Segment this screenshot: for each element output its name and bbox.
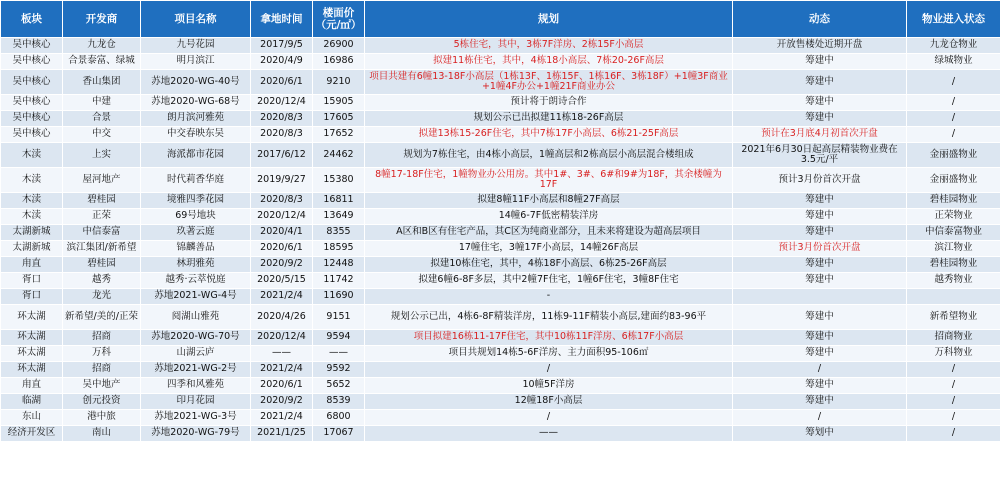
table-row <box>1 426 1000 442</box>
col-property-cell: / <box>907 95 1000 111</box>
table-row <box>1 193 1000 209</box>
table-row <box>1 289 1000 305</box>
col-project-cell: 山湖云庐 <box>141 346 251 362</box>
col-land-date-cell: 2021/2/4 <box>251 362 313 378</box>
col-project-cell: 阅湖山雅苑 <box>141 305 251 330</box>
col-status-cell: 筹建中 <box>733 330 907 346</box>
col-plate-cell: 胥口 <box>1 289 63 305</box>
col-project-cell: 玖著云庭 <box>141 225 251 241</box>
col-land-date-cell: 2020/12/4 <box>251 209 313 225</box>
col-project-cell: 印月花园 <box>141 394 251 410</box>
col-developer-cell: 中交 <box>63 127 141 143</box>
col-land-date-cell: 2020/4/1 <box>251 225 313 241</box>
col-status-cell: 2021年6月30日起高层精装物业费在3.5元/平 <box>733 143 907 168</box>
col-status-cell: 筹建中 <box>733 193 907 209</box>
col-planning-cell: 拟建8幢11F小高层和8幢27F高层 <box>365 193 733 209</box>
col-planning-cell: 14幢6-7F低密精装洋房 <box>365 209 733 225</box>
col-plate-cell: 吴中核心 <box>1 70 63 95</box>
col-property-cell: / <box>907 394 1000 410</box>
header-col-planning: 规划 <box>365 1 733 38</box>
col-status-cell: 筹划中 <box>733 426 907 442</box>
header-col-land-date: 拿地时间 <box>251 1 313 38</box>
col-status-cell: 筹建中 <box>733 378 907 394</box>
col-developer-cell: 吴中地产 <box>63 378 141 394</box>
table-row <box>1 54 1000 70</box>
col-floor-price-cell: 8355 <box>313 225 365 241</box>
table-row <box>1 378 1000 394</box>
col-status-cell: 筹建中 <box>733 54 907 70</box>
col-project-cell: 苏地2021-WG-4号 <box>141 289 251 305</box>
col-land-date-cell: —— <box>251 346 313 362</box>
col-plate-cell: 吴中核心 <box>1 95 63 111</box>
col-land-date-cell: 2020/6/1 <box>251 241 313 257</box>
col-project-cell: 中交春映东吴 <box>141 127 251 143</box>
col-land-date-cell: 2017/6/12 <box>251 143 313 168</box>
col-property-cell: 滨江物业 <box>907 241 1000 257</box>
col-floor-price-cell: 11742 <box>313 273 365 289</box>
table-row <box>1 127 1000 143</box>
col-project-cell: 越秀·云萃悦庭 <box>141 273 251 289</box>
col-plate-cell: 吴中核心 <box>1 111 63 127</box>
col-status-cell: 筹建中 <box>733 346 907 362</box>
col-project-cell: 林玥雅苑 <box>141 257 251 273</box>
col-property-cell: 碧桂园物业 <box>907 257 1000 273</box>
col-land-date-cell: 2021/2/4 <box>251 410 313 426</box>
col-project-cell: 苏地2020-WG-70号 <box>141 330 251 346</box>
table-row <box>1 257 1000 273</box>
col-project-cell: 四季和风雅苑 <box>141 378 251 394</box>
col-land-date-cell: 2020/5/15 <box>251 273 313 289</box>
col-plate-cell: 木渎 <box>1 143 63 168</box>
col-plate-cell: 环太湖 <box>1 305 63 330</box>
col-floor-price-cell: 17067 <box>313 426 365 442</box>
table-row <box>1 346 1000 362</box>
col-developer-cell: 龙光 <box>63 289 141 305</box>
col-planning-cell: 拟建11栋住宅，其中，4栋18小高层、7栋20-26F高层 <box>365 54 733 70</box>
col-project-cell: 时代莉香华庭 <box>141 168 251 193</box>
col-plate-cell: 环太湖 <box>1 330 63 346</box>
table-row <box>1 168 1000 193</box>
col-developer-cell: 合景泰富、绿城 <box>63 54 141 70</box>
col-planning-cell: 规划公示已出拟建11栋18-26F高层 <box>365 111 733 127</box>
col-land-date-cell: 2020/6/1 <box>251 70 313 95</box>
col-floor-price-cell: 15380 <box>313 168 365 193</box>
col-floor-price-cell: —— <box>313 346 365 362</box>
table-row <box>1 70 1000 95</box>
col-plate-cell: 吴中核心 <box>1 54 63 70</box>
col-property-cell: 九龙仓物业 <box>907 38 1000 54</box>
col-plate-cell: 东山 <box>1 410 63 426</box>
col-planning-cell: 项目共规划14栋5-6F洋房、主力面积95-106㎡ <box>365 346 733 362</box>
table-row <box>1 410 1000 426</box>
table-row <box>1 273 1000 289</box>
col-planning-cell: 项目共建有6幢13-18F小高层（1栋13F、1栋15F、1栋16F、3栋18F）+1幢3F商业+1幢4F办公+1幢21F商业办公 <box>365 70 733 95</box>
col-land-date-cell: 2020/8/3 <box>251 193 313 209</box>
col-developer-cell: 碧桂园 <box>63 257 141 273</box>
col-project-cell: 九号花园 <box>141 38 251 54</box>
col-status-cell: / <box>733 362 907 378</box>
col-plate-cell: 临湖 <box>1 394 63 410</box>
col-property-cell: / <box>907 111 1000 127</box>
col-developer-cell: 招商 <box>63 330 141 346</box>
col-status-cell: 筹建中 <box>733 70 907 95</box>
header-col-project: 项目名称 <box>141 1 251 38</box>
col-project-cell: 苏地2020-WG-68号 <box>141 95 251 111</box>
col-developer-cell: 南山 <box>63 426 141 442</box>
col-plate-cell: 环太湖 <box>1 362 63 378</box>
col-developer-cell: 万科 <box>63 346 141 362</box>
col-property-cell: / <box>907 362 1000 378</box>
col-planning-cell: 5栋住宅，其中，3栋7F洋房、2栋15F小高层 <box>365 38 733 54</box>
col-plate-cell: 太湖新城 <box>1 225 63 241</box>
col-developer-cell: 合景 <box>63 111 141 127</box>
col-developer-cell: 正荣 <box>63 209 141 225</box>
col-planning-cell: / <box>365 410 733 426</box>
col-property-cell: 万科物业 <box>907 346 1000 362</box>
col-developer-cell: 中信泰富 <box>63 225 141 241</box>
col-property-cell: 中信泰富物业 <box>907 225 1000 241</box>
table-row <box>1 225 1000 241</box>
col-land-date-cell: 2020/4/9 <box>251 54 313 70</box>
col-floor-price-cell: 17652 <box>313 127 365 143</box>
col-floor-price-cell: 26900 <box>313 38 365 54</box>
col-planning-cell: 拟建6幢6-8F多层，其中2幢7F住宅，1幢6F住宅，3幢8F住宅 <box>365 273 733 289</box>
col-status-cell: 筹建中 <box>733 225 907 241</box>
col-developer-cell: 碧桂园 <box>63 193 141 209</box>
col-floor-price-cell: 8539 <box>313 394 365 410</box>
table-row <box>1 305 1000 330</box>
col-status-cell: 筹建中 <box>733 273 907 289</box>
col-status-cell: 筹建中 <box>733 111 907 127</box>
table-row <box>1 394 1000 410</box>
table-body <box>1 38 1000 442</box>
col-planning-cell: 17幢住宅，3幢17F小高层，14幢26F高层 <box>365 241 733 257</box>
col-developer-cell: 滨江集团/新希望 <box>63 241 141 257</box>
col-planning-cell: 12幢18F小高层 <box>365 394 733 410</box>
col-status-cell <box>733 289 907 305</box>
col-developer-cell: 招商 <box>63 362 141 378</box>
col-developer-cell: 香山集团 <box>63 70 141 95</box>
col-floor-price-cell: 15905 <box>313 95 365 111</box>
col-status-cell: 筹建中 <box>733 95 907 111</box>
col-project-cell: 69号地块 <box>141 209 251 225</box>
col-project-cell: 海派都市花园 <box>141 143 251 168</box>
header-col-plate: 板块 <box>1 1 63 38</box>
col-land-date-cell: 2020/9/2 <box>251 394 313 410</box>
col-land-date-cell: 2021/2/4 <box>251 289 313 305</box>
col-land-date-cell: 2020/12/4 <box>251 330 313 346</box>
col-developer-cell: 港中旅 <box>63 410 141 426</box>
col-plate-cell: 经济开发区 <box>1 426 63 442</box>
col-property-cell: 金丽盛物业 <box>907 168 1000 193</box>
col-plate-cell: 太湖新城 <box>1 241 63 257</box>
col-floor-price-cell: 24462 <box>313 143 365 168</box>
table-row <box>1 241 1000 257</box>
col-floor-price-cell: 13649 <box>313 209 365 225</box>
table-row <box>1 143 1000 168</box>
col-developer-cell: 中建 <box>63 95 141 111</box>
table-row <box>1 330 1000 346</box>
col-property-cell: / <box>907 410 1000 426</box>
table-row <box>1 362 1000 378</box>
col-developer-cell: 上实 <box>63 143 141 168</box>
col-floor-price-cell: 9592 <box>313 362 365 378</box>
col-status-cell: / <box>733 410 907 426</box>
col-status-cell: 开放售楼处近期开盘 <box>733 38 907 54</box>
col-property-cell: / <box>907 127 1000 143</box>
col-floor-price-cell: 9151 <box>313 305 365 330</box>
col-status-cell: 预计3月份首次开盘 <box>733 241 907 257</box>
col-plate-cell: 木渎 <box>1 168 63 193</box>
col-plate-cell: 吴中核心 <box>1 38 63 54</box>
col-planning-cell: 8幢17-18F住宅，1幢物业办公用房。其中1#、3#、6#和9#为18F，其余楼幢为17F <box>365 168 733 193</box>
col-planning-cell: 规划公示已出，4栋6-8F精装洋房，11栋9-11F精装小高层,建面约83-96平 <box>365 305 733 330</box>
header-col-floor-price: 楼面价 （元/㎡） <box>313 1 365 38</box>
col-developer-cell: 九龙仓 <box>63 38 141 54</box>
col-plate-cell: 环太湖 <box>1 346 63 362</box>
col-planning-cell: A区和B区有住宅产品，其C区为纯商业部分，且未来将建设为超高层项目 <box>365 225 733 241</box>
col-plate-cell: 甪直 <box>1 257 63 273</box>
col-land-date-cell: 2019/9/27 <box>251 168 313 193</box>
col-project-cell: 明月滨江 <box>141 54 251 70</box>
col-land-date-cell: 2017/9/5 <box>251 38 313 54</box>
header-col-property: 物业进入状态 <box>907 1 1000 38</box>
col-planning-cell: 规划为7栋住宅，由4栋小高层，1幢高层和2栋高层小高层混合楼组成 <box>365 143 733 168</box>
table-header <box>1 1 1000 38</box>
col-planning-cell: 拟建13栋15-26F住宅，其中7栋17F小高层、6栋21-25F高层 <box>365 127 733 143</box>
col-project-cell: 苏地2020-WG-40号 <box>141 70 251 95</box>
col-plate-cell: 木渎 <box>1 209 63 225</box>
col-floor-price-cell: 5652 <box>313 378 365 394</box>
col-property-cell: 新希望物业 <box>907 305 1000 330</box>
col-plate-cell: 胥口 <box>1 273 63 289</box>
col-status-cell: 筹建中 <box>733 257 907 273</box>
col-developer-cell: 屋河地产 <box>63 168 141 193</box>
col-property-cell: 金丽盛物业 <box>907 143 1000 168</box>
col-planning-cell: / <box>365 362 733 378</box>
col-developer-cell: 新希望/美的/正荣 <box>63 305 141 330</box>
col-project-cell: 苏地2020-WG-79号 <box>141 426 251 442</box>
col-floor-price-cell: 6800 <box>313 410 365 426</box>
col-status-cell: 预计在3月底4月初首次开盘 <box>733 127 907 143</box>
col-floor-price-cell: 18595 <box>313 241 365 257</box>
col-project-cell: 锦麟善品 <box>141 241 251 257</box>
col-land-date-cell: 2020/9/2 <box>251 257 313 273</box>
col-property-cell: / <box>907 70 1000 95</box>
col-status-cell: 筹建中 <box>733 305 907 330</box>
col-land-date-cell: 2021/1/25 <box>251 426 313 442</box>
col-floor-price-cell: 9210 <box>313 70 365 95</box>
col-planning-cell: - <box>365 289 733 305</box>
col-floor-price-cell: 16986 <box>313 54 365 70</box>
col-plate-cell: 吴中核心 <box>1 127 63 143</box>
col-property-cell: 碧桂园物业 <box>907 193 1000 209</box>
col-planning-cell: 10幢5F洋房 <box>365 378 733 394</box>
col-property-cell: 正荣物业 <box>907 209 1000 225</box>
col-status-cell: 筹建中 <box>733 209 907 225</box>
col-land-date-cell: 2020/8/3 <box>251 111 313 127</box>
table-row <box>1 95 1000 111</box>
col-floor-price-cell: 16811 <box>313 193 365 209</box>
col-land-date-cell: 2020/4/26 <box>251 305 313 330</box>
col-project-cell: 朗月滨河雅苑 <box>141 111 251 127</box>
col-developer-cell: 越秀 <box>63 273 141 289</box>
table-row <box>1 111 1000 127</box>
col-property-cell <box>907 289 1000 305</box>
col-property-cell: 越秀物业 <box>907 273 1000 289</box>
col-planning-cell: 预计将于朗诗合作 <box>365 95 733 111</box>
col-plate-cell: 木渎 <box>1 193 63 209</box>
col-floor-price-cell: 12448 <box>313 257 365 273</box>
col-status-cell: 筹建中 <box>733 394 907 410</box>
col-project-cell: 苏地2021-WG-3号 <box>141 410 251 426</box>
col-land-date-cell: 2020/12/4 <box>251 95 313 111</box>
col-property-cell: / <box>907 378 1000 394</box>
col-planning-cell: 拟建10栋住宅，其中，4栋18F小高层、6栋25-26F高层 <box>365 257 733 273</box>
col-floor-price-cell: 17605 <box>313 111 365 127</box>
col-floor-price-cell: 11690 <box>313 289 365 305</box>
col-developer-cell: 创元投资 <box>63 394 141 410</box>
col-floor-price-cell: 9594 <box>313 330 365 346</box>
col-planning-cell: —— <box>365 426 733 442</box>
col-land-date-cell: 2020/8/3 <box>251 127 313 143</box>
col-status-cell: 预计3月份首次开盘 <box>733 168 907 193</box>
col-property-cell: / <box>907 426 1000 442</box>
col-property-cell: 绿城物业 <box>907 54 1000 70</box>
table-row <box>1 209 1000 225</box>
col-property-cell: 招商物业 <box>907 330 1000 346</box>
col-planning-cell: 项目拟建16栋11-17F住宅，其中10栋11F洋房、6栋17F小高层 <box>365 330 733 346</box>
table-row <box>1 38 1000 54</box>
col-land-date-cell: 2020/6/1 <box>251 378 313 394</box>
header-col-developer: 开发商 <box>63 1 141 38</box>
col-project-cell: 苏地2021-WG-2号 <box>141 362 251 378</box>
col-plate-cell: 甪直 <box>1 378 63 394</box>
col-project-cell: 境雅四季花园 <box>141 193 251 209</box>
header-col-status: 动态 <box>733 1 907 38</box>
